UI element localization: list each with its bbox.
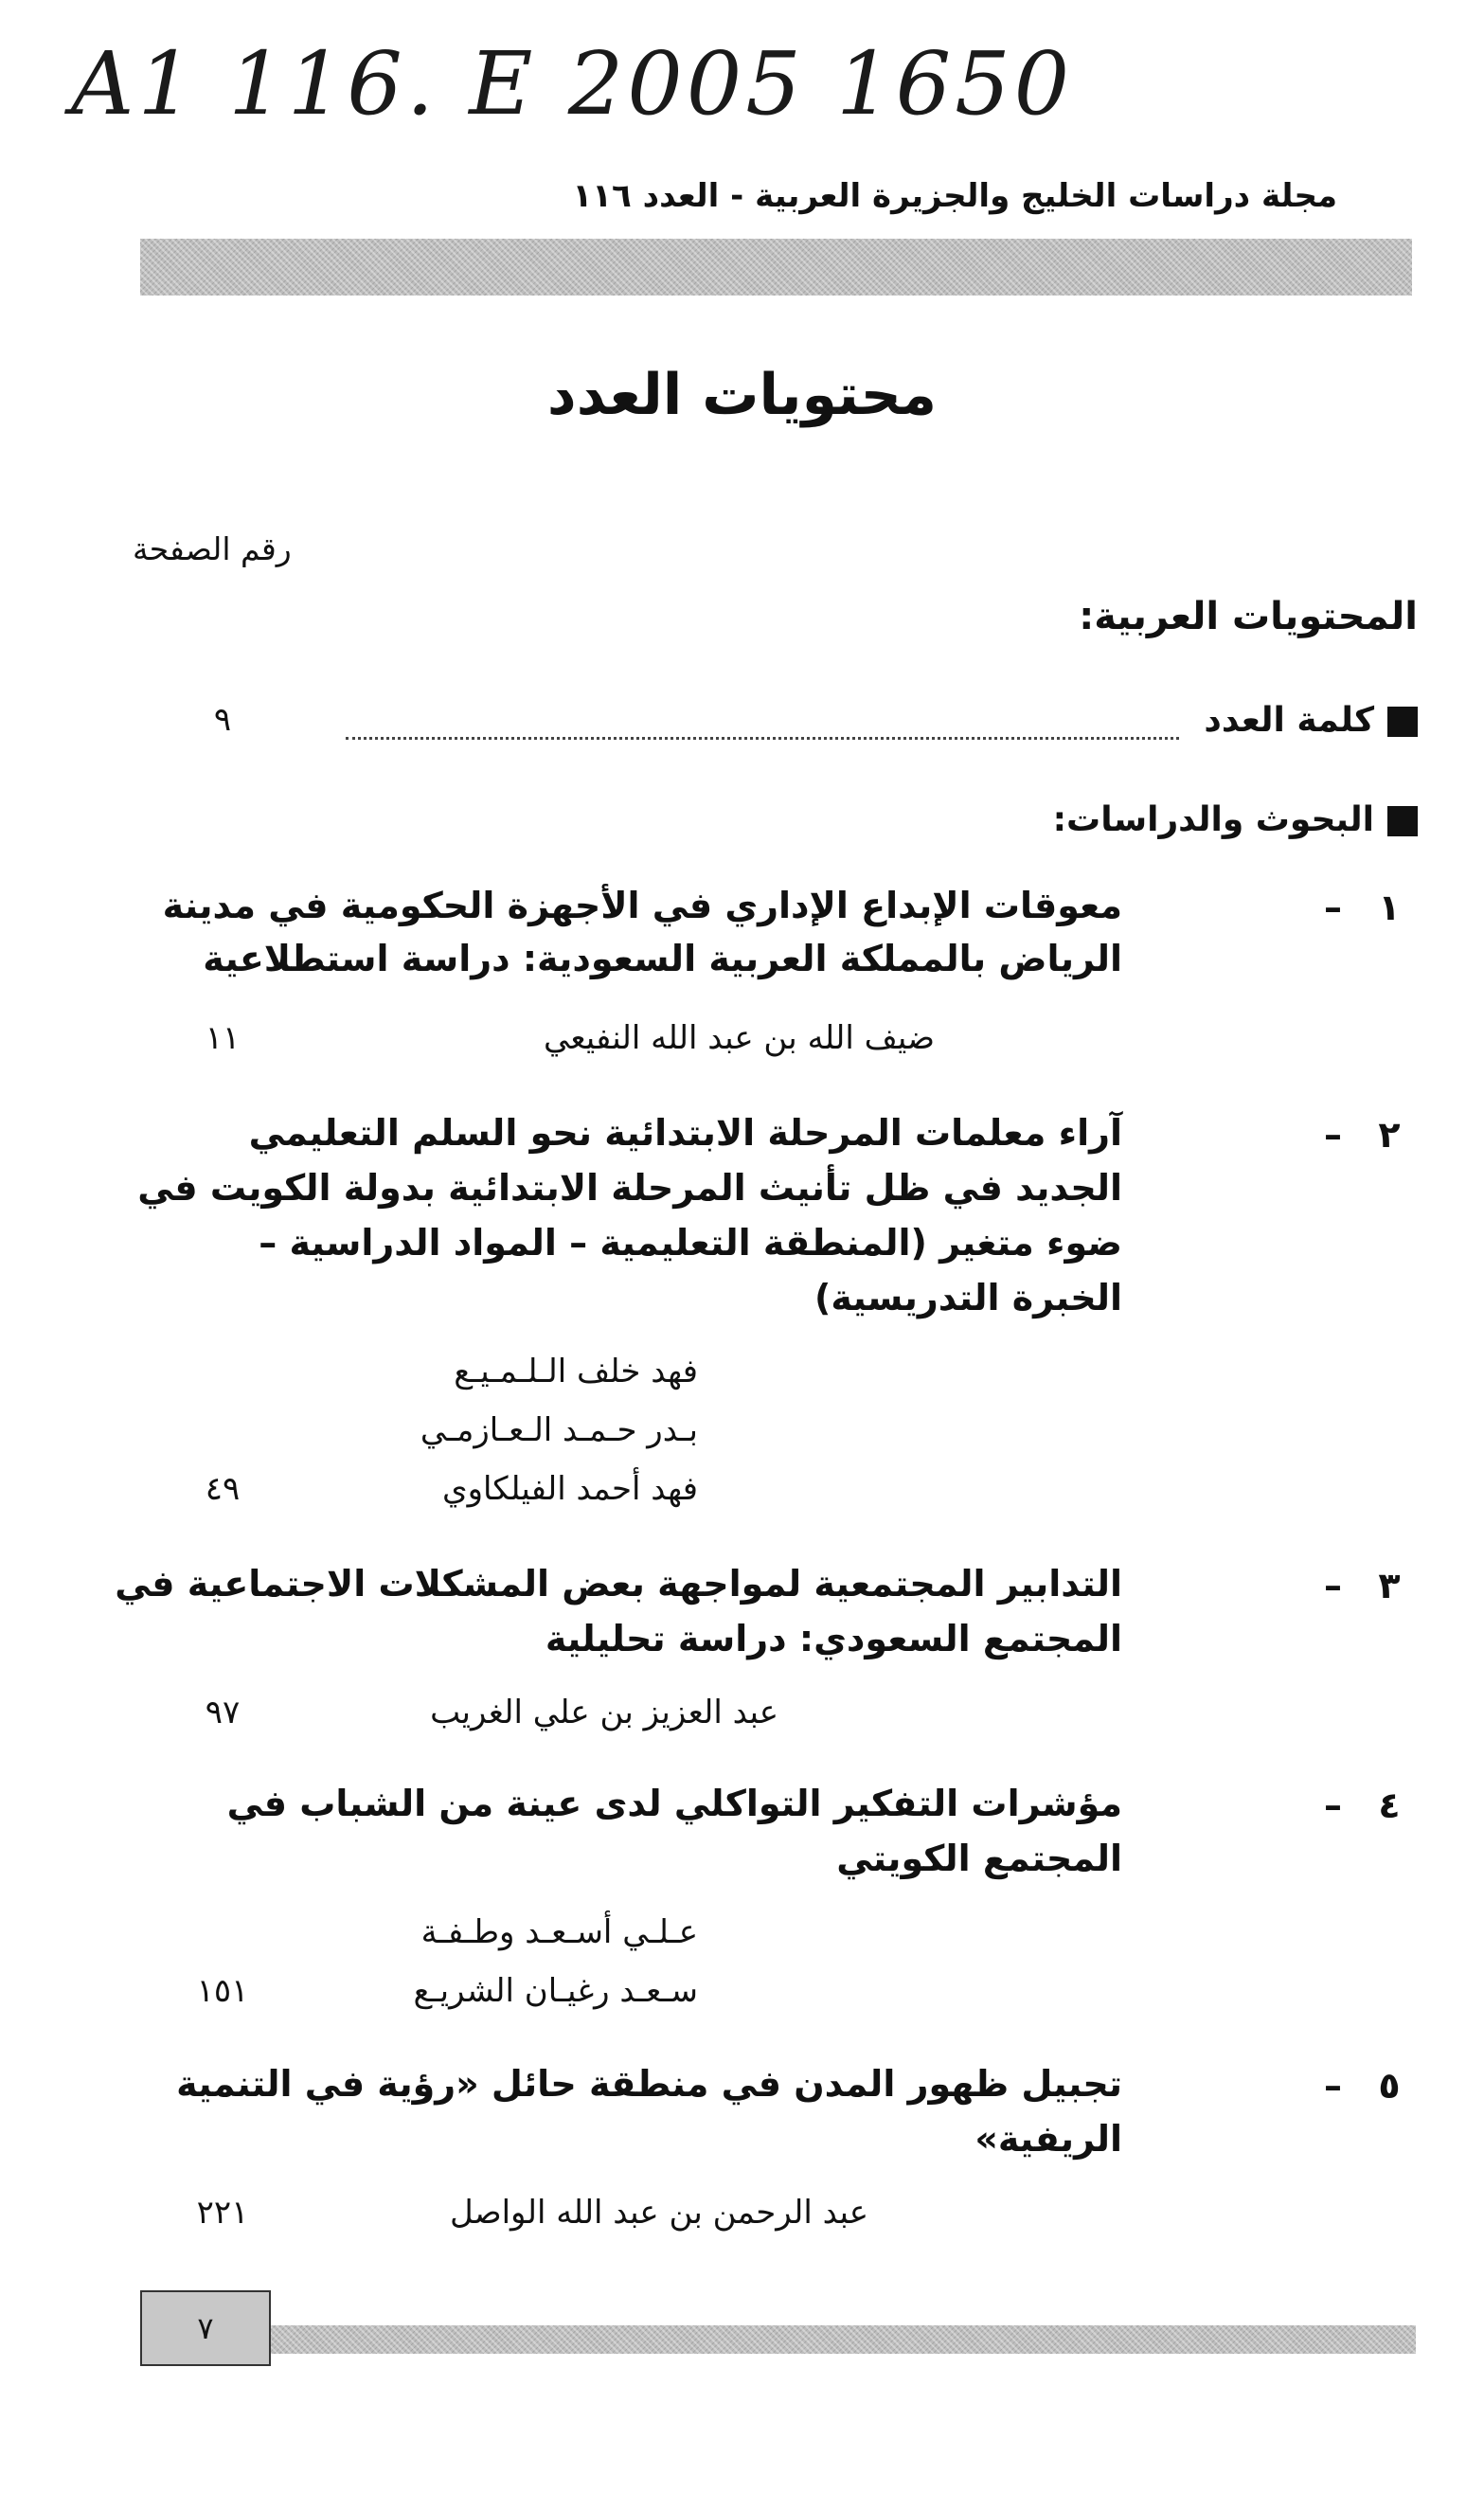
article-title-line: معوقات الإبداع الإداري في الأجهزة الحكومية في مدينة (162, 885, 1122, 926)
article-number: ٥ (1378, 2065, 1401, 2107)
article-title (162, 879, 1122, 993)
article-number: ٤ (1378, 1785, 1401, 1826)
studies-heading-label: البحوث والدراسات: (1052, 800, 1374, 839)
article-page-number: ١١ (205, 1019, 241, 1057)
article-title-line: تجبيل ظهور المدن في منطقة حائل «رؤية في التنمية (176, 2063, 1122, 2105)
article-dash: – (1324, 887, 1342, 928)
article-author: بـدر حـمـد الـعـازمـي (420, 1411, 698, 1449)
article-title-line: الرياض بالمملكة العربية السعودية: دراسة استطلاعية (203, 938, 1122, 979)
article-title (176, 2057, 1122, 2171)
article-title (115, 1557, 1122, 1671)
article-number: ٢ (1378, 1114, 1401, 1156)
page-title: محتويات العدد (546, 362, 938, 428)
article-title-line: التدابير المجتمعية لمواجهة بعض المشكلات الاجتماعية في (115, 1563, 1122, 1605)
article-dash: – (1324, 2065, 1342, 2107)
article-dash: – (1324, 1565, 1342, 1606)
article-dash: – (1324, 1114, 1342, 1156)
journal-title: مجلة دراسات الخليج والجزيرة العربية (755, 177, 1337, 215)
article-author: عبد العزيز بن علي الغريب (430, 1694, 778, 1731)
article-author: ضيف الله بن عبد الله النفيعي (544, 1019, 935, 1057)
square-bullet-icon (1387, 806, 1418, 836)
page-number-column-label: رقم الصفحة (133, 530, 292, 567)
section-heading: المحتويات العربية: (1079, 595, 1418, 638)
editorial-label: كلمة العدد (1204, 701, 1374, 740)
article-title-line: مؤشرات التفكير التواكلي لدى عينة من الشباب في (226, 1783, 1122, 1824)
dot-leader (346, 737, 1179, 740)
article-title-line: الخبرة التدريسية) (814, 1277, 1122, 1318)
article-page-number: ٩٧ (205, 1694, 241, 1731)
article-title-line: آراء معلمات المرحلة الابتدائية نحو السلم التعليمي (248, 1112, 1122, 1154)
article-number: ٣ (1378, 1565, 1401, 1606)
article-title-line: المجتمع الكويتي (836, 1838, 1122, 1879)
article-number: ١ (1378, 887, 1401, 928)
footer-band (270, 2325, 1416, 2354)
article-title-line: ضوء متغير (المنطقة التعليمية – المواد الدراسية – (259, 1222, 1122, 1264)
editorial-page-number: ٩ (213, 701, 232, 739)
article-author: فهد خلف الـلـمـيـع (454, 1353, 698, 1390)
article-author: عـلـي أسـعـد وطـفـة (420, 1913, 698, 1951)
header-band (140, 239, 1412, 296)
journal-header (573, 177, 1337, 215)
square-bullet-icon (1387, 707, 1418, 737)
issue-label: العدد ١١٦ (572, 177, 720, 215)
article-page-number: ٤٩ (205, 1470, 241, 1508)
footer-page-number: ٧ (140, 2290, 271, 2366)
article-page-number: ٢٢١ (196, 2194, 249, 2232)
header-separator: - (730, 177, 744, 215)
editorial-entry[interactable] (1204, 701, 1418, 740)
article-author: فهد أحمد الفيلكاوي (441, 1470, 698, 1508)
handwritten-catalog-note: A1 116. E 2005 1650 (71, 33, 1074, 135)
article-title (226, 1777, 1122, 1891)
article-title-line: المجتمع السعودي: دراسة تحليلية (545, 1618, 1122, 1659)
article-dash: – (1324, 1785, 1342, 1826)
studies-heading (1053, 800, 1418, 839)
article-author: سـعـد رغيـان الشريـع (413, 1972, 698, 2010)
article-title (137, 1106, 1122, 1334)
article-page-number: ١٥١ (196, 1972, 249, 2010)
article-author: عبد الرحمن بن عبد الله الواصل (449, 2194, 868, 2232)
article-title-line: الريفية» (974, 2118, 1122, 2160)
article-title-line: الجديد في ظل تأنيث المرحلة الابتدائية بدولة الكويت في (137, 1167, 1122, 1209)
